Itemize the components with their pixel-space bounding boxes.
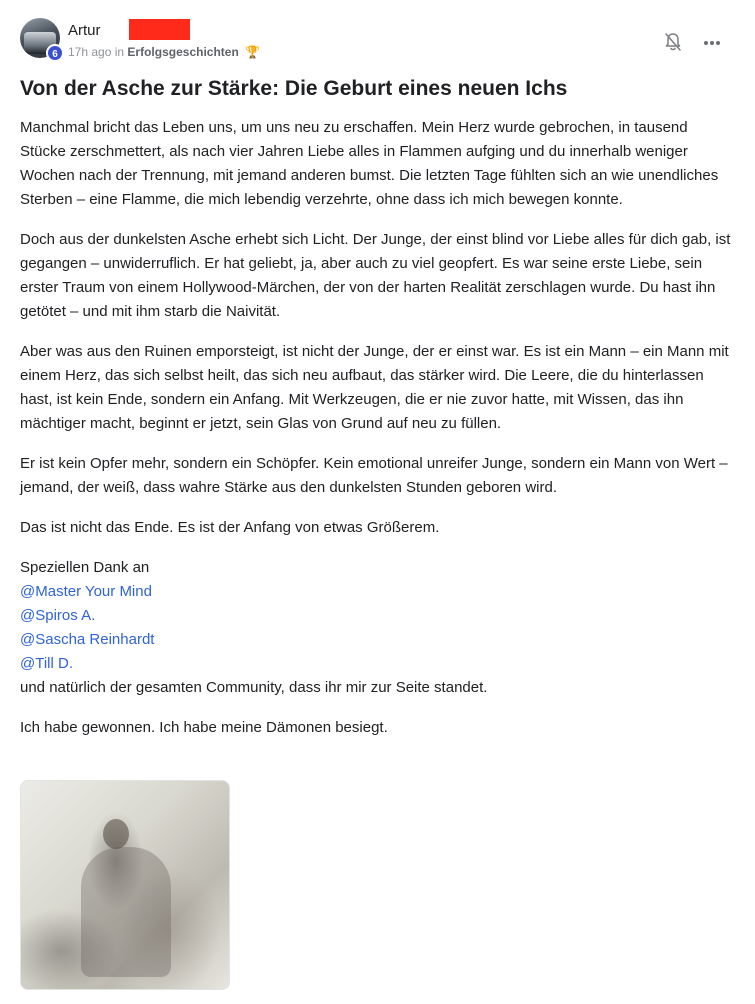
post-category[interactable]: Erfolgsgeschichten: [127, 45, 239, 59]
paragraph: Aber was aus den Ruinen emporsteigt, ist nicht der Junge, der er einst war. Es ist ein Mann – ein Mann mit einem Herz, das sich selbst heilt, das sich neu aufbaut, das stärker wird. Die Leere, die du hinterlassen hast, ist kein Ende, sondern ein Anfang. Mit Werkzeugen, die er nie zuvor hatte, mit Wissen, das ihn mächtiger macht, beginnt er jetzt, sein Glas von Grund auf neu zu füllen.: [20, 343, 729, 432]
paragraph: Das ist nicht das Ende. Es ist der Anfang von etwas Größerem.: [20, 519, 440, 536]
thanks-outro: und natürlich der gesamten Community, dass ihr mir zur Seite standet.: [20, 679, 488, 696]
post-image[interactable]: [20, 780, 230, 990]
post-header: [20, 18, 735, 62]
mention-link[interactable]: @Sascha Reinhardt: [20, 631, 155, 648]
paragraph: Manchmal bricht das Leben uns, um uns neu zu erschaffen. Mein Herz wurde gebrochen, in tausend Stücke zerschmettert, als nach vier Jahren Liebe alles in Flammen aufging und du innerhalb weniger Wochen nach der Trennung, mit jemand anderen bumst. Die letzten Tage fühlten sich an wie unendliches Sterben – eine Flamme, die mich lebendig verzehrte, ohne dass ich mich bewegen konnte.: [20, 119, 719, 208]
image-figure-head: [103, 819, 129, 849]
author-name[interactable]: Artur: [68, 22, 101, 39]
post-time: 17h ago: [68, 45, 112, 59]
level-badge: 6: [46, 44, 64, 62]
mention-link[interactable]: @Master Your Mind: [20, 583, 152, 600]
redacted-surname: [129, 19, 190, 40]
more-options-icon[interactable]: [703, 40, 721, 46]
mention-link[interactable]: @Till D.: [20, 655, 73, 672]
post-in-label: in: [114, 45, 125, 59]
trophy-icon: 🏆: [245, 45, 261, 59]
thanks-intro: Speziellen Dank an: [20, 559, 150, 576]
post-body: [20, 116, 732, 756]
mention-link[interactable]: @Spiros A.: [20, 607, 96, 624]
image-figure-body: [81, 847, 171, 977]
post-meta: [68, 45, 260, 59]
bell-off-icon[interactable]: [664, 32, 682, 52]
paragraph: Doch aus der dunkelsten Asche erhebt sich Licht. Der Junge, der einst blind vor Liebe alles für dich gab, ist gegangen – unwiderruflich. Er hat geliebt, ja, aber auch zu viel geopfert. Es war seine erste Liebe, sein erster Traum von einem Hollywood-Märchen, der von der harten Realität zerschlagen wurde. Du hast ihn getötet – und mit ihm starb die Naivität.: [20, 231, 731, 320]
paragraph: Er ist kein Opfer mehr, sondern ein Schöpfer. Kein emotional unreifer Junge, sondern ein Mann von Wert – jemand, der weiß, dass wahre Stärke aus den dunkelsten Stunden geboren wird.: [20, 455, 728, 496]
closing-line: Ich habe gewonnen. Ich habe meine Dämonen besiegt.: [20, 719, 388, 736]
post-title: Von der Asche zur Stärke: Die Geburt eines neuen Ichs: [20, 77, 568, 100]
thanks-block: [20, 556, 732, 700]
